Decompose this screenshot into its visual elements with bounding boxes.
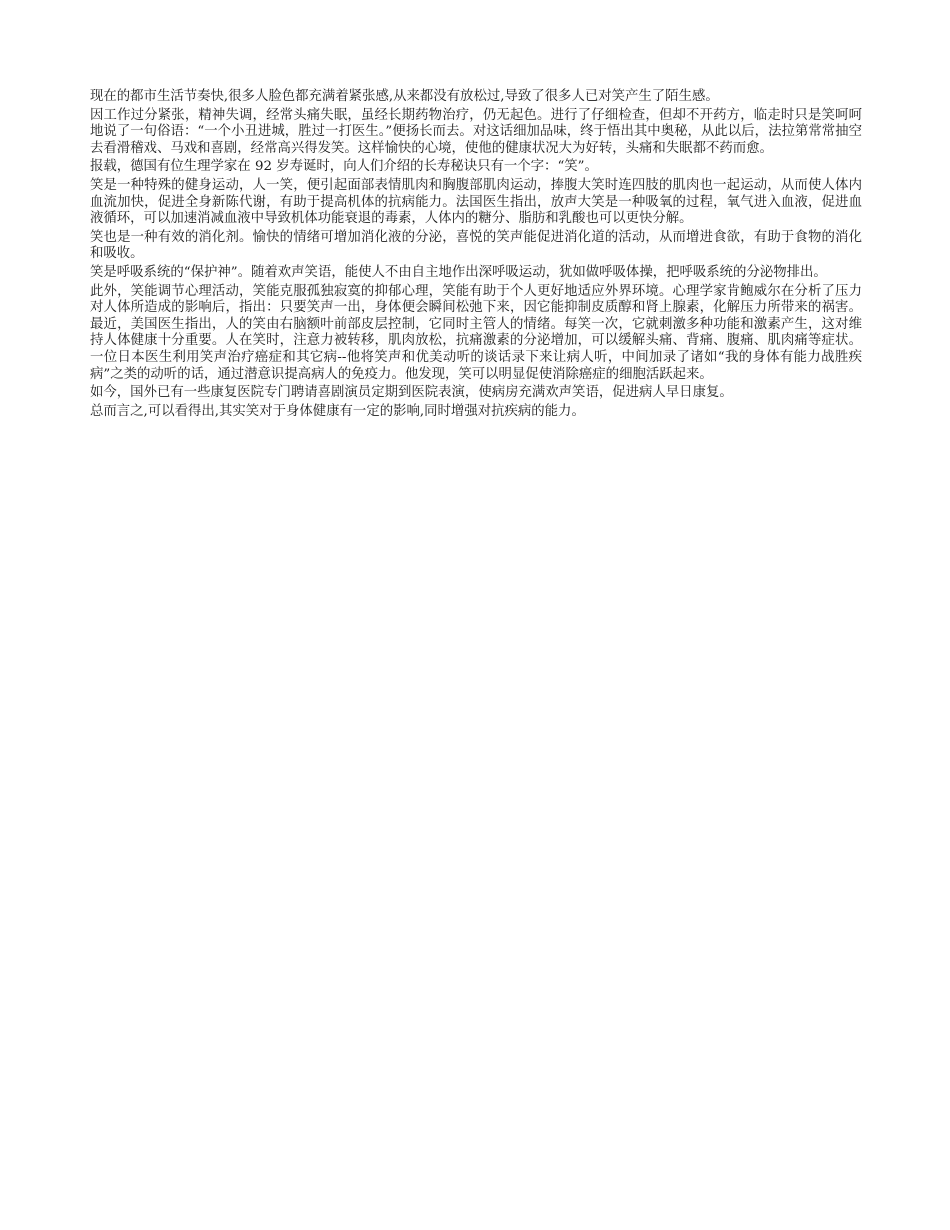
paragraph-9: 总而言之,可以看得出,其实笑对于身体健康有一定的影响,同时增强对抗疾病的能力。 bbox=[90, 403, 585, 419]
paragraph-3: 报载，德国有位生理学家在 92 岁寿诞时，向人们介绍的长寿秘诀只有一个字：“笑”。 bbox=[90, 159, 598, 175]
document-body bbox=[90, 89, 862, 420]
paragraph-8: 如今，国外已有一些康复医院专门聘请喜剧演员定期到医院表演，使病房充满欢声笑语，促进病人早日康复。 bbox=[90, 385, 733, 401]
paragraph-7: 此外，笑能调节心理活动，笑能克服孤独寂寞的抑郁心理，笑能有助于个人更好地适应外界环境。心理学家肯鲍威尔在分析了压力对人体所造成的影响后，指出：只要笑声一出，身体便会瞬间松弛下来，因它能抑制皮质醇和肾上腺素，化解压力所带来的祸害。最近，美国医生指出，人的笑由右脑额叶前部皮层控制，它同时主管人的情绪。每笑一次，它就刺激多种功能和激素产生，这对维持人体健康十分重要。人在笑时，注意力被转移，肌肉放松，抗痛激素的分泌增加，可以缓解头痛、背痛、腹痛、肌肉痛等症状。一位日本医生利用笑声治疗癌症和其它病--他将笑声和优美动听的谈话录下来让病人听，中间加录了诸如“我的身体有能力战胜疾病”之类的动听的话，通过潜意识提高病人的免疫力。他发现，笑可以明显促使消除癌症的细胞活跃起来。 bbox=[90, 283, 862, 382]
paragraph-6: 笑是呼吸系统的“保护神”。随着欢声笑语，能使人不由自主地作出深呼吸运动，犹如做呼吸体操，把呼吸系统的分泌物排出。 bbox=[90, 264, 827, 280]
paragraph-1: 现在的都市生活节奏快,很多人脸色都充满着紧张感,从来都没有放松过,导致了很多人已对笑产生了陌生感。 bbox=[90, 89, 719, 104]
paragraph-5: 笑也是一种有效的消化剂。愉快的情绪可增加消化液的分泌，喜悦的笑声能促进消化道的活动，从而增进食欲，有助于食物的消化和吸收。 bbox=[90, 229, 862, 262]
paragraph-4: 笑是一种特殊的健身运动，人一笑，便引起面部表情肌肉和胸腹部肌肉运动，捧腹大笑时连四肢的肌肉也一起运动，从而使人体内血流加快，促进全身新陈代谢，有助于提高机体的抗病能力。法国医生指出，放声大笑是一种吸氧的过程，氧气进入血液，促进血液循环，可以加速消减血液中导致机体功能衰退的毒素，人体内的糖分、脂肪和乳酸也可以更快分解。 bbox=[90, 177, 862, 227]
paragraph-2: 因工作过分紧张，精神失调，经常头痛失眠，虽经长期药物治疗，仍无起色。进行了仔细检查，但却不开药方，临走时只是笑呵呵地说了一句俗语：“一个小丑进城，胜过一打医生。”便扬长而去。对这话细加品味，终于悟出其中奥秘，从此以后，法拉第常常抽空去看滑稽戏、马戏和喜剧，经常高兴得发笑。这样愉快的心境，使他的健康状况大为好转，头痛和失眠都不药而愈。 bbox=[90, 107, 862, 156]
